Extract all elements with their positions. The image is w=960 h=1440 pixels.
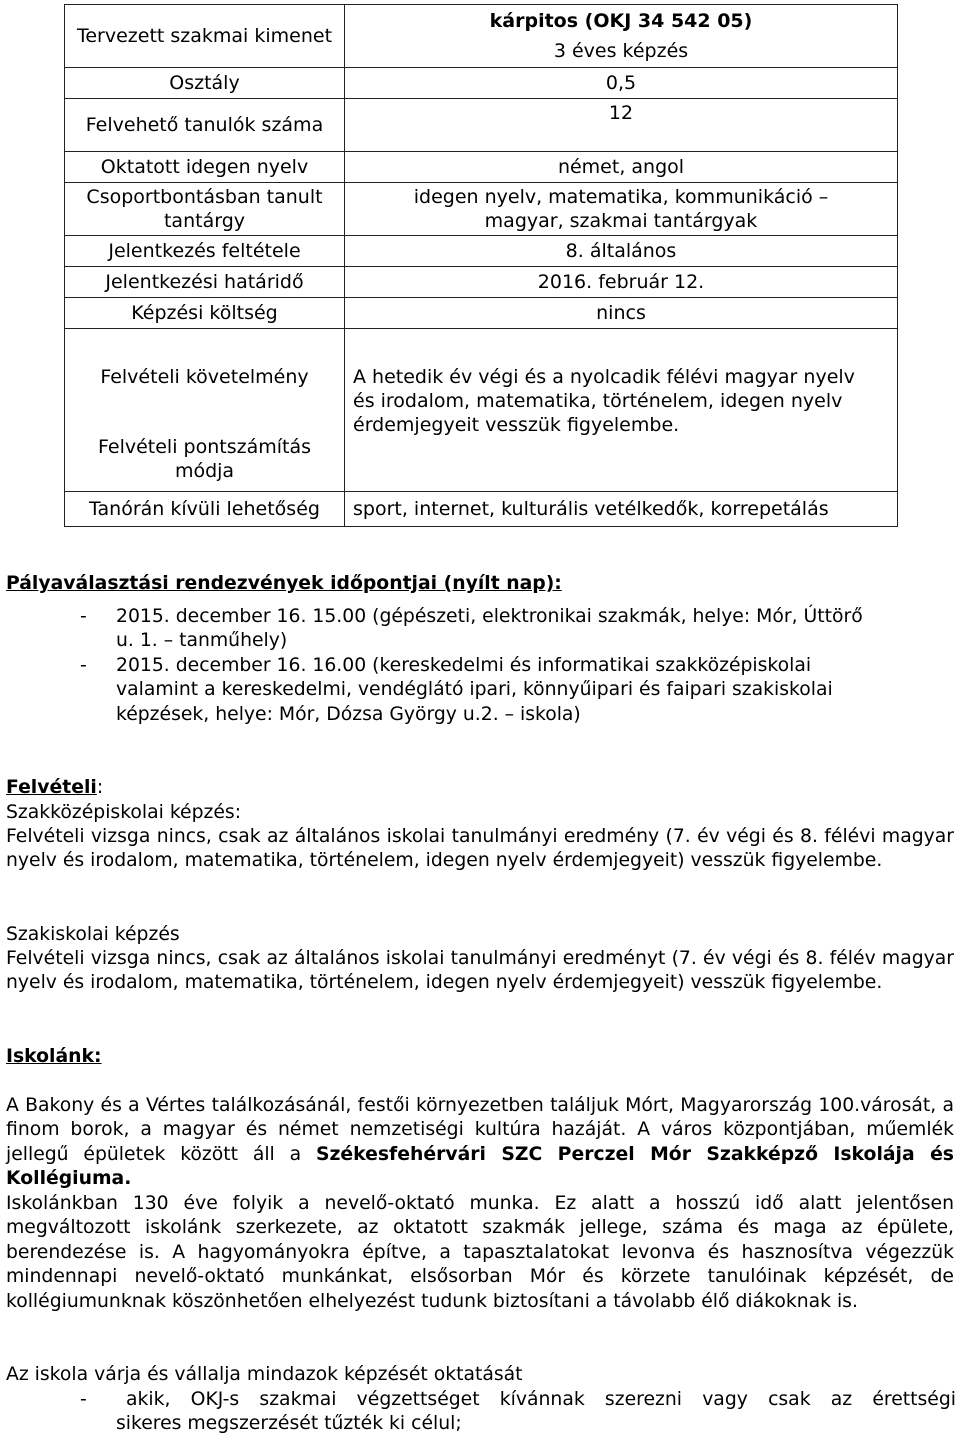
table-row — [65, 365, 898, 492]
row-label: Jelentkezési határidő — [65, 267, 345, 298]
row-label: Képzési költség — [65, 298, 345, 329]
school-heading: Iskolánk: — [6, 1046, 102, 1067]
school-paragraph-3: Az iskola várja és vállalja mindazok képzését oktatását — [6, 1364, 523, 1385]
sec2-text: Felvételi vizsga nincs, csak az általános iskolai tanulmányi eredményt (7. év végi és 8. félév magyar nyelv és irodalom, matematika, történelem, idegen nyelv érdemjegyeit) vesszük figyelembe. — [6, 948, 954, 994]
table-row — [65, 152, 898, 183]
occupation-title: kárpitos (OKJ 34 542 05) — [489, 10, 753, 32]
row-label: Felvehető tanulók száma — [65, 99, 345, 152]
admission-label: Felvételi követelmény — [100, 366, 309, 388]
admission-heading: Felvételi: — [6, 777, 104, 798]
row-label: Osztály — [65, 68, 345, 99]
sec1-text: Felvételi vizsga nincs, csak az általános iskolai tanulmányi eredmény (7. év végi és 8. félévi magyar nyelv és irodalom, matematika, történelem, idegen nyelv érdemjegyeit) vesszük figyelembe. — [6, 826, 954, 872]
row-value: 2016. február 12. — [345, 267, 898, 298]
training-length: 3 éves képzés — [553, 40, 689, 62]
table-row — [65, 236, 898, 267]
event-item: 2015. december 16. 16.00 (kereskedelmi és informatikai szakközépiskolai valamint a kereskedelmi, vendéglátó ipari, könnyűipari és faipari szakiskolai képzések, helye: Mór, Dózsa György u.2. – iskola) — [116, 655, 833, 725]
school-paragraph-2: Iskolánkban 130 éve folyik a nevelő-oktató munka. Ez alatt a hosszú idő alatt jelentősen megváltozott iskolánk szerkezete, az oktatott szakmák jellege, száma és maga az épülete, berendezése is. A hagyományokra építve, a tapasztalatokat levonva és hasznosítva végezzük mindennapi nevelő-oktató munkánkat, elsősorban Mór és körzete tanulóinak képzését, de kollégiumunknak köszönhetően elhelyezést tudunk biztosítani a távolabb élő diákoknak is. — [6, 1193, 954, 1312]
table-spacer-row — [65, 329, 898, 366]
table-row — [65, 99, 898, 152]
extra-value: sport, internet, kulturális vetélkedők, korrepetálás — [345, 492, 898, 527]
table-row — [65, 183, 898, 236]
row-value: 8. általános — [345, 236, 898, 267]
sec1-title: Szakközépiskolai képzés: — [6, 802, 242, 823]
info-table — [64, 4, 898, 527]
scoring-label: Felvételi pontszámítás módja — [98, 436, 311, 482]
row-label: Tervezett szakmai kimenet — [65, 5, 345, 68]
row-label: Csoportbontásban tanult tantárgy — [65, 183, 345, 236]
admission-value-cell — [345, 365, 898, 492]
row-label: Oktatott idegen nyelv — [65, 152, 345, 183]
row-value — [345, 5, 898, 68]
table-row — [65, 492, 898, 527]
table-row — [65, 5, 898, 68]
table-row — [65, 298, 898, 329]
row-value: német, angol — [345, 152, 898, 183]
sec2-title: Szakiskolai képzés — [6, 924, 180, 945]
admission-label-cell — [65, 365, 345, 492]
list-dash: - — [80, 606, 87, 627]
table-row — [65, 267, 898, 298]
row-value: 0,5 — [345, 68, 898, 99]
row-value: idegen nyelv, matematika, kommunikáció – magyar, szakmai tantárgyak — [345, 183, 898, 236]
row-label: Jelentkezés feltétele — [65, 236, 345, 267]
row-value: 12 — [345, 99, 898, 152]
admission-value: A hetedik év végi és a nyolcadik félévi magyar nyelv és irodalom, matematika, történelem, idegen nyelv érdemjegyeit vesszük figyelembe. — [353, 366, 855, 436]
events-heading: Pályaválasztási rendezvények időpontjai (nyílt nap): — [6, 573, 562, 594]
list-dash: - — [80, 655, 87, 676]
school-bullet-item: akik, OKJ-s szakmai végzettséget kívánnak szerezni vagy csak az érettségi sikeres megszerzését tűzték ki célul; — [116, 1389, 956, 1435]
list-dash: - — [80, 1389, 87, 1410]
event-item: 2015. december 16. 15.00 (gépészeti, elektronikai szakmák, helye: Mór, Úttörő u. 1. – tanműhely) — [116, 606, 863, 652]
extra-label: Tanórán kívüli lehetőség — [65, 492, 345, 527]
school-paragraph-1: A Bakony és a Vértes találkozásánál, festői környezetben találjuk Mórt, Magyarország 100.városát, a finom borok, a magyar és német nemzetiségi kultúra hazáját. A város központjában, műemlék jellegű épületek között áll a Székesfehérvári SZC Perczel Mór Szakképző Iskolája és Kollégiuma. — [6, 1095, 954, 1190]
row-value: nincs — [345, 298, 898, 329]
table-row — [65, 68, 898, 99]
